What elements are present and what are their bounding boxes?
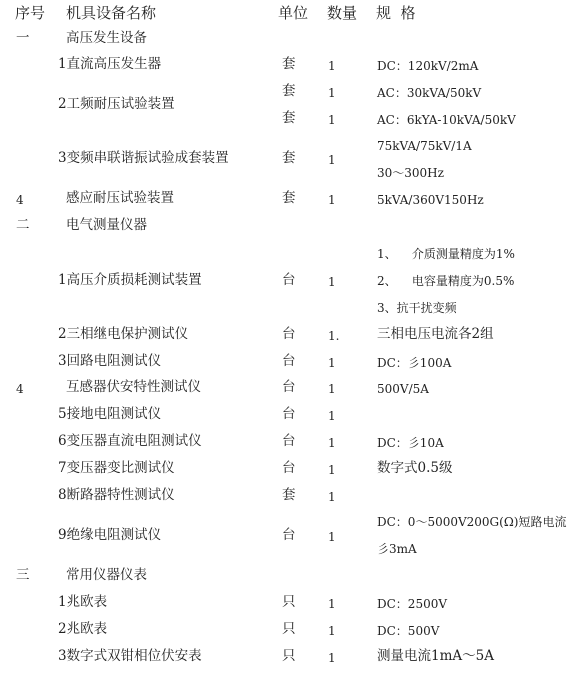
row-section-no: 二 [16,217,30,233]
row-name: 1直流高压发生器 [58,56,162,72]
row-qty: 1 [328,624,336,638]
row-name: 2工频耐压试验装置 [58,96,175,112]
row-spec: AC：30kVA/50kV [377,86,482,100]
row-qty: 1 [328,193,336,207]
row-section-no: 一 [16,30,30,46]
row-unit: 只 [282,648,296,664]
row-spec: 1、 介质测量精度为1% [377,247,515,261]
row-spec: DC：2500V [377,597,448,611]
row-name: 6变压器直流电阻测试仪 [58,433,202,449]
row-name: 2兆欧表 [58,621,108,637]
row-name: 3变频串联谐振试验成套装置 [58,150,229,166]
row-unit: 台 [282,272,296,288]
row-qty: 1 [328,59,336,73]
row-name: 3回路电阻测试仪 [58,353,162,369]
row-spec: 5kVA/360V150Hz [377,193,484,207]
row-unit: 套 [282,110,296,126]
row-qty: 1 [328,153,336,167]
row-unit: 套 [282,56,296,72]
row-qty: 1 [328,463,336,477]
row-spec: 彡3mA [377,542,417,556]
row-spec: DC：0～5000V200G(Ω)短路电流 [377,515,567,529]
row-no: 4 [16,193,24,207]
row-spec: DC：彡100A [377,356,452,370]
row-unit: 只 [282,594,296,610]
header-no: 序号 [15,4,46,22]
row-unit: 套 [282,487,296,503]
header-qty: 数量 [327,4,358,22]
row-section-no: 三 [16,567,30,583]
row-name: 2三相继电保护测试仪 [58,326,189,342]
row-name: 5接地电阻测试仪 [58,406,162,422]
row-section-name: 常用仪器仪表 [66,567,147,583]
row-qty: 1 [328,275,336,289]
row-unit: 只 [282,621,296,637]
row-spec: DC：彡10A [377,436,444,450]
row-spec: DC：500V [377,624,440,638]
row-spec: 三相电压电流各2组 [377,326,494,342]
row-unit: 台 [282,353,296,369]
row-section-name: 电气测量仪器 [66,217,147,233]
header-spec: 规 格 [376,4,416,22]
row-unit: 台 [282,326,296,342]
row-spec: AC：6kYA-10kVA/50kV [377,113,516,127]
row-unit: 台 [282,460,296,476]
row-qty: 1 [328,382,336,396]
row-qty: 1 [328,113,336,127]
row-name: 感应耐压试验装置 [66,190,174,206]
row-name: 1兆欧表 [58,594,108,610]
row-qty: 1 [328,651,336,665]
row-no: 4 [16,382,24,396]
row-qty: 1 [328,530,336,544]
header-unit: 单位 [278,4,309,22]
row-spec: 测量电流1mA～5A [377,648,494,664]
row-qty: 1 [328,86,336,100]
row-section-name: 高压发生设备 [66,30,147,46]
row-unit: 台 [282,433,296,449]
row-spec: 3、抗干扰变频 [377,301,457,315]
row-spec: 数字式0.5级 [377,460,453,476]
row-qty: 1. [328,329,340,343]
row-unit: 套 [282,150,296,166]
row-qty: 1 [328,490,336,504]
row-name: 8断路器特性测试仪 [58,487,175,503]
row-qty: 1 [328,409,336,423]
row-unit: 台 [282,406,296,422]
row-spec: 2、 电容量精度为0.5% [377,274,515,288]
row-name: 7变压器变比测试仪 [58,460,175,476]
row-qty: 1 [328,436,336,450]
row-spec: DC：120kV/2mA [377,59,479,73]
header-name: 机具设备名称 [66,4,157,22]
row-spec: 500V/5A [377,382,429,396]
row-spec: 75kVA/75kV/1A [377,139,472,153]
row-name: 3数字式双钳相位伏安表 [58,648,202,664]
row-unit: 台 [282,527,296,543]
row-name: 1高压介质损耗测试装置 [58,272,202,288]
row-qty: 1 [328,597,336,611]
row-spec: 30～300Hz [377,166,444,180]
row-unit: 套 [282,83,296,99]
row-name: 互感器伏安特性测试仪 [66,379,201,395]
row-unit: 台 [282,379,296,395]
row-name: 9绝缘电阻测试仪 [58,527,162,543]
row-unit: 套 [282,190,296,206]
row-qty: 1 [328,356,336,370]
